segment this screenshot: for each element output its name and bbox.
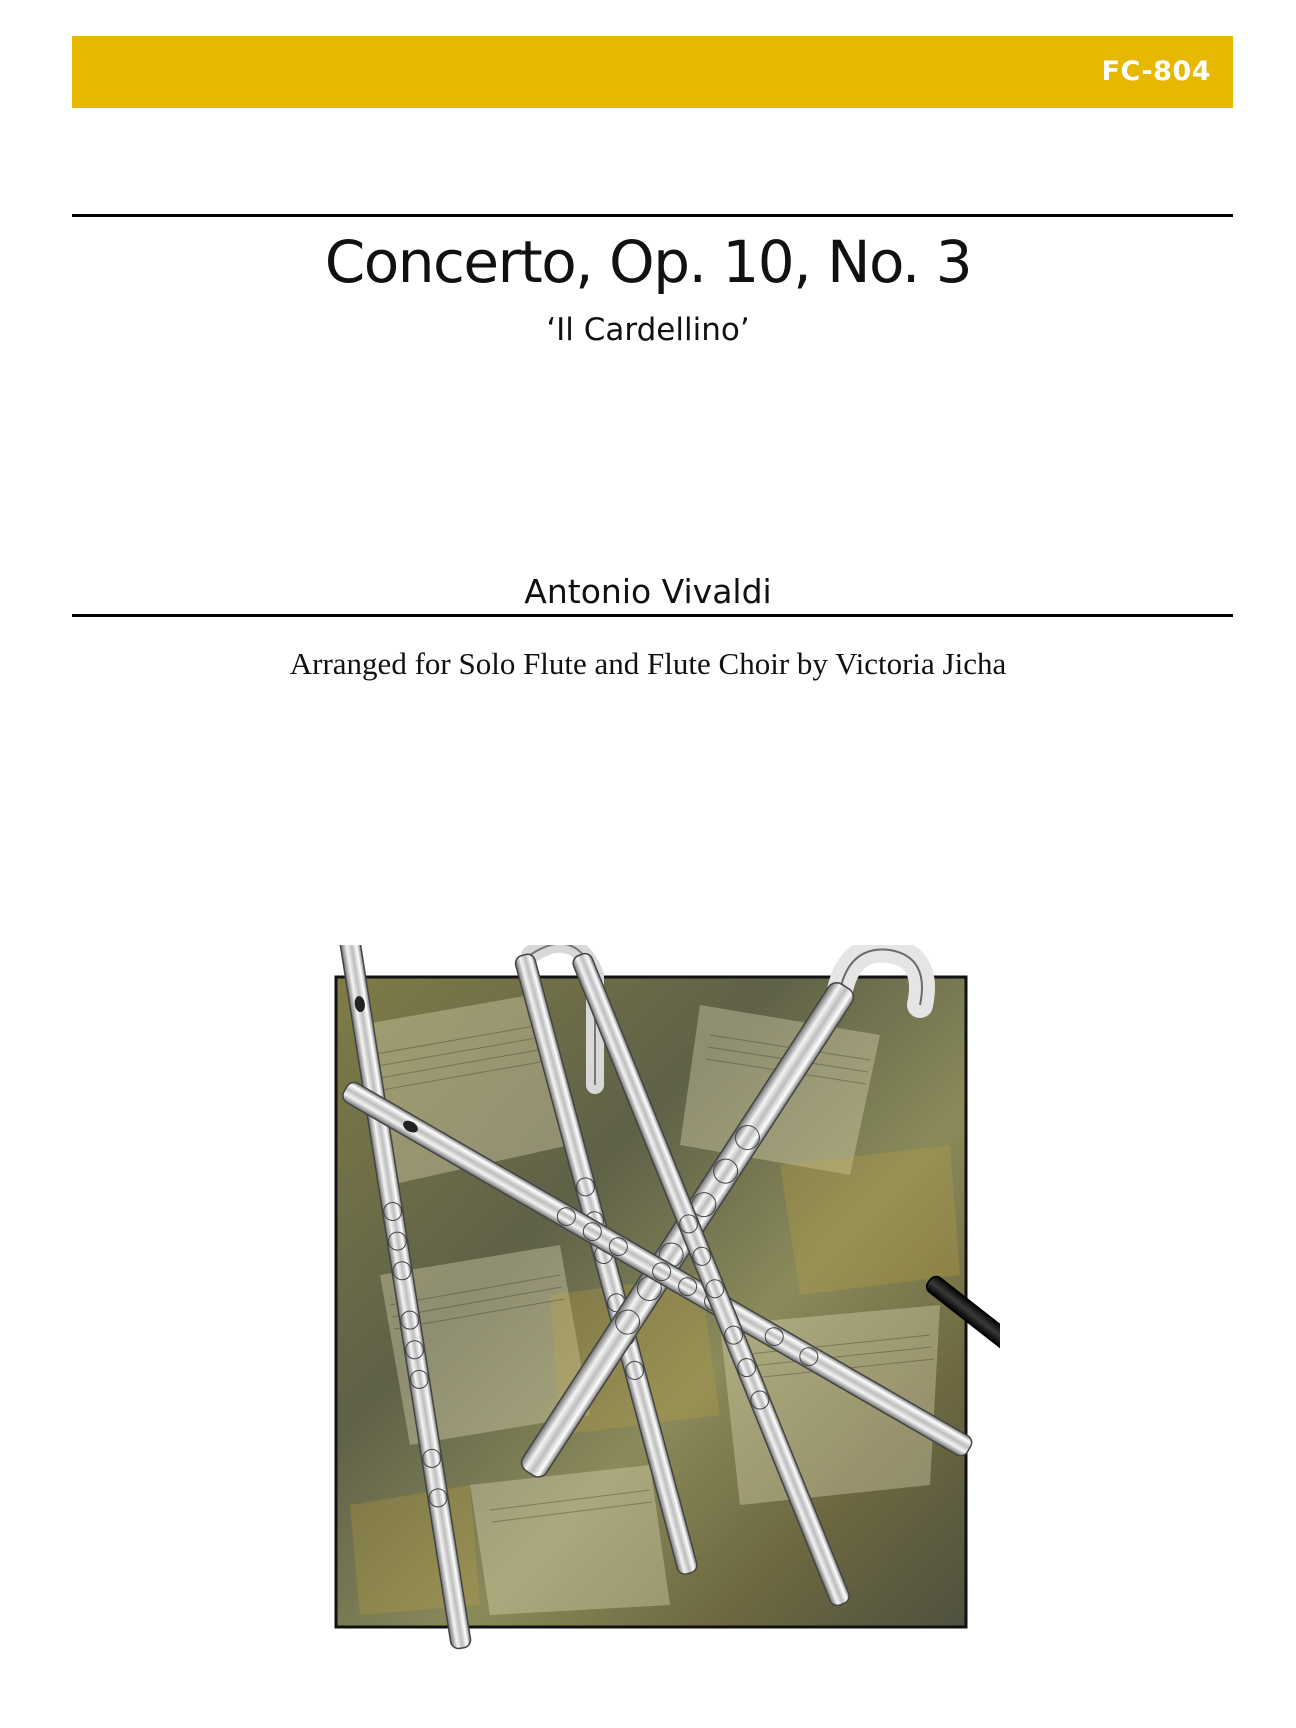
page-title: Concerto, Op. 10, No. 3 [324,228,972,296]
header-banner [72,36,1233,108]
flutes-collage-icon [320,945,1000,1655]
catalog-number: FC-804 [1101,56,1211,87]
composer-name: Antonio Vivaldi [524,572,772,611]
composer-divider [72,614,1233,617]
page-subtitle: ‘Il Cardellino’ [546,312,750,348]
arrangement-credit: Arranged for Solo Flute and Flute Choir by Victoria Jicha [289,646,1007,681]
top-divider [72,214,1233,217]
